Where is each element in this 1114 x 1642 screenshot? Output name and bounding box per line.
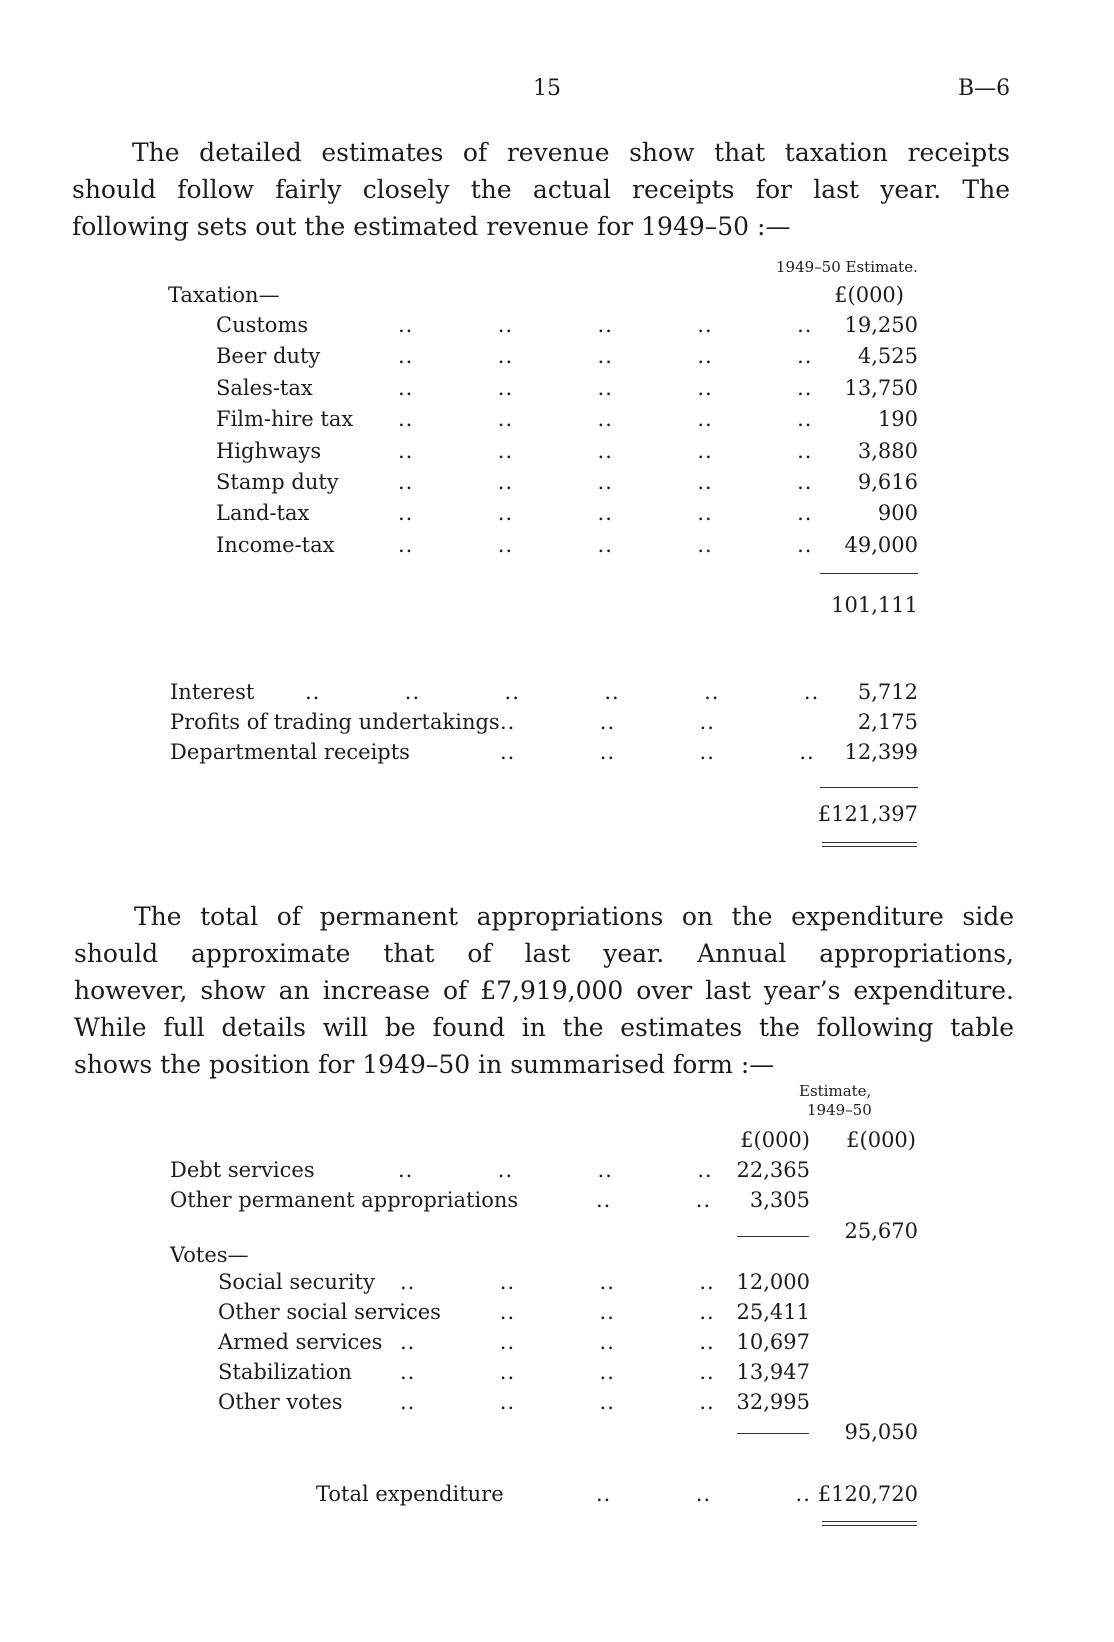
row-label: Film-hire tax bbox=[216, 407, 354, 432]
row-label: Other permanent appropriations bbox=[170, 1188, 519, 1212]
paragraph-line: While full details will be found in the estimates the following table bbox=[74, 1013, 1014, 1042]
page-number: 15 bbox=[533, 76, 561, 101]
revenue-total: £121,397 bbox=[817, 802, 918, 826]
row-value: 22,365 bbox=[736, 1158, 810, 1182]
expenditure-column-header: Estimate, bbox=[799, 1082, 872, 1100]
total-expenditure: £120,720 bbox=[817, 1482, 918, 1506]
row-value: 3,305 bbox=[749, 1188, 810, 1212]
leader-dots: .. .. .. .. bbox=[400, 1390, 715, 1414]
row-value: 12,000 bbox=[736, 1270, 810, 1294]
row-value: 3,880 bbox=[857, 438, 918, 463]
leader-dots: .. .. .. .. .. bbox=[398, 532, 813, 557]
leader-dots: .. .. .. .. .. bbox=[398, 313, 813, 337]
intro-paragraph-expenditure bbox=[74, 898, 1014, 1083]
revenue-column-header: 1949–50 Estimate. bbox=[776, 258, 918, 276]
leader-dots: .. .. .. .. .. bbox=[398, 344, 813, 369]
row-value: 49,000 bbox=[844, 532, 918, 557]
leader-dots: .. .. .. .. .. .. bbox=[305, 680, 820, 704]
taxation-group-label: Taxation— bbox=[168, 283, 280, 307]
paragraph-line: however, show an increase of £7,919,000 over last year’s expenditure. bbox=[74, 976, 1014, 1005]
row-label: Departmental receipts bbox=[170, 740, 410, 764]
paragraph-line: should approximate that of last year. Annual appropriations, bbox=[74, 939, 1014, 968]
row-value: 2,175 bbox=[857, 710, 918, 734]
leader-dots: .. .. .. .. .. bbox=[398, 470, 813, 494]
document-reference: B—6 bbox=[958, 76, 1011, 101]
leader-dots: .. .. bbox=[596, 1188, 712, 1212]
row-value: 4,525 bbox=[857, 344, 918, 369]
expenditure-unit-1: £(000) bbox=[740, 1128, 810, 1152]
row-label: Stabilization bbox=[218, 1360, 352, 1384]
row-value: 900 bbox=[877, 501, 918, 526]
row-value: 9,616 bbox=[857, 470, 918, 494]
paragraph-line: should follow fairly closely the actual receipts for last year. The bbox=[72, 175, 1010, 204]
double-rule bbox=[822, 1521, 917, 1526]
paragraph-line: The total of permanent appropriations on the expenditure side bbox=[134, 902, 1014, 931]
permanent-subtotal: 25,670 bbox=[844, 1219, 918, 1243]
total-rule bbox=[820, 787, 918, 788]
leader-dots: .. .. .. .. .. bbox=[398, 407, 813, 432]
leader-dots: .. .. .. .. .. bbox=[398, 438, 813, 463]
row-label: Debt services bbox=[170, 1158, 315, 1182]
leader-dots: .. .. .. .. bbox=[400, 1330, 715, 1354]
expenditure-unit-2: £(000) bbox=[846, 1128, 916, 1152]
row-label: Other social services bbox=[218, 1300, 441, 1324]
row-label: Sales-tax bbox=[216, 375, 313, 400]
row-value: 13,750 bbox=[844, 375, 918, 400]
row-value: 13,947 bbox=[736, 1360, 810, 1384]
leader-dots: .. .. .. bbox=[596, 1482, 811, 1506]
subtotal-rule bbox=[737, 1433, 809, 1434]
votes-group-label: Votes— bbox=[170, 1243, 249, 1267]
paragraph-line: The detailed estimates of revenue show that taxation receipts bbox=[132, 138, 1010, 167]
leader-dots: .. .. .. .. bbox=[400, 1300, 715, 1324]
row-value: 12,399 bbox=[844, 740, 918, 764]
row-label: Armed services bbox=[218, 1330, 383, 1354]
row-value: 32,995 bbox=[736, 1390, 810, 1414]
paragraph-line: following sets out the estimated revenue for 1949–50 :— bbox=[72, 212, 791, 241]
intro-paragraph-revenue bbox=[72, 134, 1010, 245]
leader-dots: .. .. .. .. .. bbox=[398, 501, 813, 526]
revenue-unit: £(000) bbox=[834, 283, 904, 307]
leader-dots: .. .. .. .. bbox=[500, 740, 815, 764]
paragraph-line: shows the position for 1949–50 in summarised form :— bbox=[74, 1050, 775, 1079]
row-label: Other votes bbox=[218, 1390, 343, 1414]
expenditure-column-year: 1949–50 bbox=[807, 1101, 872, 1119]
leader-dots: .. .. .. .. bbox=[400, 1270, 715, 1294]
row-label: Customs bbox=[216, 313, 309, 337]
leader-dots: .. .. .. .. .. bbox=[398, 375, 813, 400]
taxation-subtotal: 101,111 bbox=[831, 593, 918, 617]
row-label: Stamp duty bbox=[216, 470, 339, 494]
leader-dots: .. .. .. .. bbox=[400, 1360, 715, 1384]
double-rule bbox=[822, 842, 917, 847]
row-label: Income-tax bbox=[216, 532, 335, 557]
row-value: 10,697 bbox=[736, 1330, 810, 1354]
row-label: Land-tax bbox=[216, 501, 310, 526]
leader-dots: .. .. .. bbox=[500, 710, 715, 734]
leader-dots: .. .. .. .. bbox=[398, 1158, 713, 1182]
row-value: 5,712 bbox=[857, 680, 918, 704]
row-label: Highways bbox=[216, 438, 322, 463]
row-label: Interest bbox=[170, 680, 255, 704]
subtotal-rule bbox=[820, 573, 918, 574]
row-label: Profits of trading undertakings bbox=[170, 710, 500, 734]
votes-subtotal: 95,050 bbox=[844, 1420, 918, 1444]
row-value: 190 bbox=[877, 407, 918, 432]
row-label: Social security bbox=[218, 1270, 375, 1294]
row-value: 25,411 bbox=[736, 1300, 810, 1324]
row-value: 19,250 bbox=[844, 313, 918, 337]
row-label: Beer duty bbox=[216, 344, 321, 369]
subtotal-rule bbox=[737, 1236, 809, 1237]
total-expenditure-label: Total expenditure bbox=[316, 1482, 504, 1506]
